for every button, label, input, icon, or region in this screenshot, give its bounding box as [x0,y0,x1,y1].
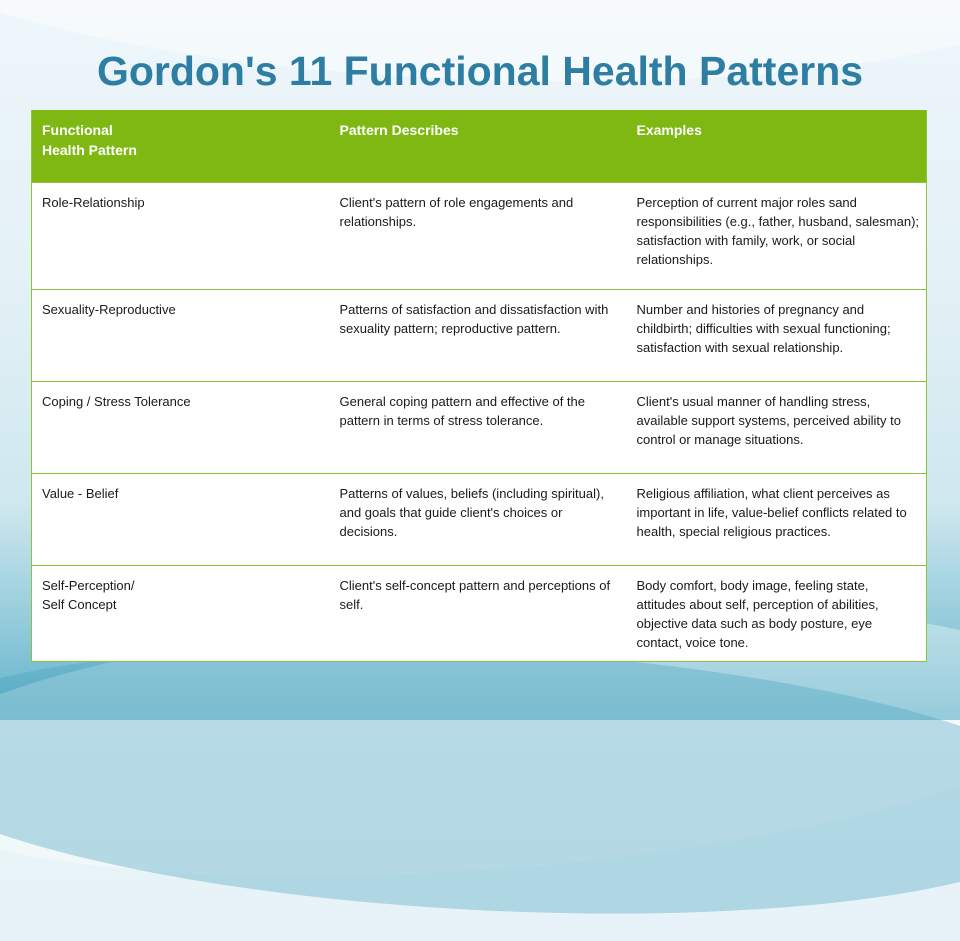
describes-cell: Client's pattern of role engagements and relationships. [330,182,627,289]
examples-cell: Perception of current major roles sand responsibilities (e.g., father, husband, salesman); satisfaction with family, work, or social relationships. [627,182,927,289]
header-pattern-describes: Pattern Describes [330,110,627,182]
table-row [32,381,927,473]
pattern-cell: Value - Belief [32,473,330,565]
examples-cell: Client's usual manner of handling stress, available support systems, perceived ability to control or manage situations. [627,381,927,473]
header-examples: Examples [627,110,927,182]
examples-cell: Body comfort, body image, feeling state, attitudes about self, perception of abilities, objective data such as body posture, eye contact, voice tone. [627,565,927,661]
background-swoosh-teal [0,619,960,941]
describes-cell: Patterns of values, beliefs (including spiritual), and goals that guide client's choices or decisions. [330,473,627,565]
describes-cell: General coping pattern and effective of the pattern in terms of stress tolerance. [330,381,627,473]
pattern-cell: Sexuality-Reproductive [32,289,330,381]
pattern-cell: Coping / Stress Tolerance [32,381,330,473]
describes-cell: Patterns of satisfaction and dissatisfaction with sexuality pattern; reproductive pattern. [330,289,627,381]
header-functional-health-pattern: Functional Health Pattern [32,110,330,182]
examples-cell: Number and histories of pregnancy and childbirth; difficulties with sexual functioning; satisfaction with sexual relationship. [627,289,927,381]
health-patterns-table [31,110,927,662]
pattern-cell: Role-Relationship [32,182,330,289]
examples-cell: Religious affiliation, what client perceives as important in life, value-belief conflicts related to health, special religious practices. [627,473,927,565]
table-row [32,182,927,289]
describes-cell: Client's self-concept pattern and perceptions of self. [330,565,627,661]
table-row [32,565,927,661]
table-row [32,289,927,381]
table-row [32,473,927,565]
slide-title: Gordon's 11 Functional Health Patterns [96,48,864,94]
pattern-cell: Self-Perception/ Self Concept [32,565,330,661]
table-header-row [32,110,927,182]
